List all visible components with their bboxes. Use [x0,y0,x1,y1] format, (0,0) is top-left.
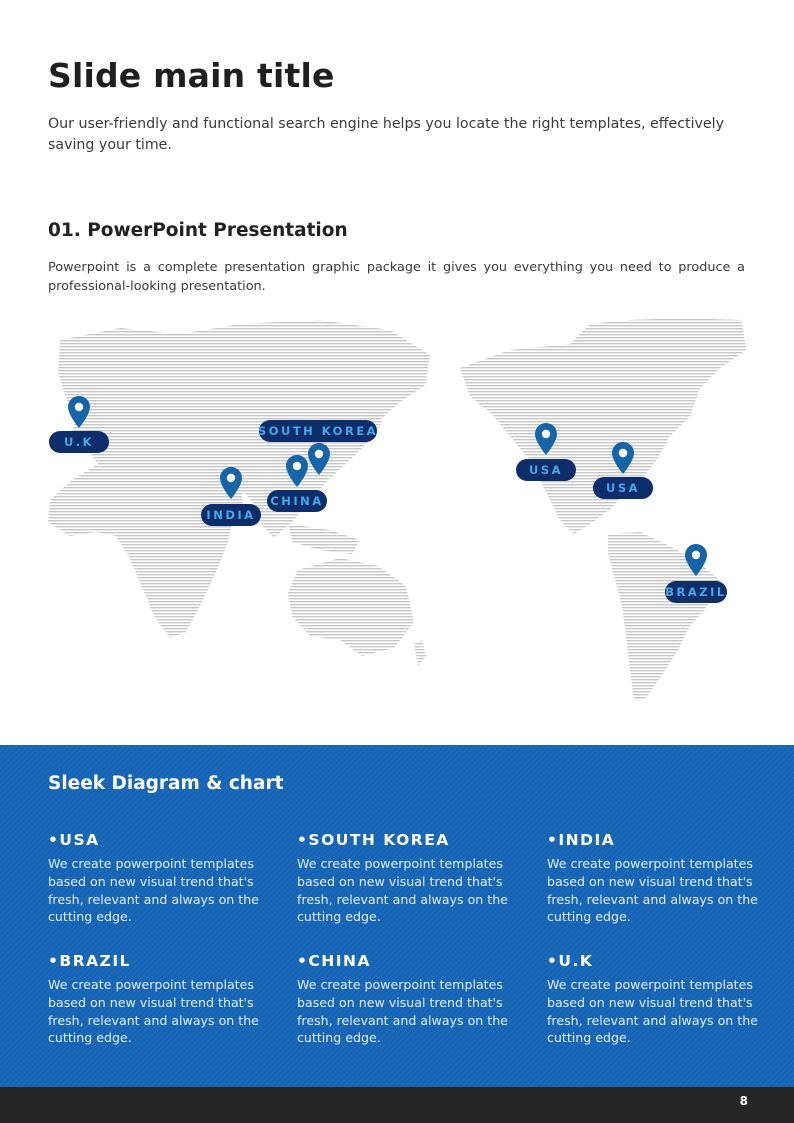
map-pin-icon[interactable] [685,544,707,576]
country-name: •U.K [547,952,594,970]
country-name: •USA [48,831,100,849]
section-text: Powerpoint is a complete presentation graphic package it gives you everything you need to produce a professional-looking presentation. [48,260,745,294]
country-description: We create powerpoint templates based on new visual trend that's fresh, relevant and always on the cutting edge. [48,856,259,925]
map-label-south-korea[interactable]: SOUTH KOREA [259,420,377,442]
page-number: 8 [739,1094,748,1108]
country-description: We create powerpoint templates based on new visual trend that's fresh, relevant and always on the cutting edge. [547,856,758,925]
map-label-india[interactable]: INDIA [201,504,261,526]
map-label-china[interactable]: CHINA [267,490,327,512]
country-card-china [297,952,512,1047]
map-label-usa-west[interactable]: USA [516,459,576,481]
country-description: We create powerpoint templates based on new visual trend that's fresh, relevant and always on the cutting edge. [297,977,508,1046]
country-name: •BRAZIL [48,952,132,970]
country-name: •CHINA [297,952,371,970]
country-description: We create powerpoint templates based on new visual trend that's fresh, relevant and always on the cutting edge. [547,977,758,1046]
world-map-graphic [30,310,760,710]
map-label-usa-east[interactable]: USA [593,477,653,499]
land-masses [48,318,746,700]
intro-text: Our user-friendly and functional search engine helps you locate the right templates, effectively saving your time. [48,116,724,153]
country-name: •INDIA [547,831,616,849]
world-map [30,310,760,710]
map-label-brazil[interactable]: BRAZIL [665,581,727,603]
country-name: •SOUTH KOREA [297,831,450,849]
map-pin-icon[interactable] [612,442,634,474]
map-pin-icon[interactable] [535,423,557,455]
countries-panel [0,745,794,1087]
map-pin-icon[interactable] [286,455,308,487]
map-label-uk[interactable]: U.K [49,431,109,453]
country-card-india [547,831,762,926]
page-title: Slide main title [48,56,335,95]
country-description: We create powerpoint templates based on new visual trend that's fresh, relevant and always on the cutting edge. [297,856,508,925]
country-card-usa [48,831,263,926]
country-card-south-korea [297,831,512,926]
country-description: We create powerpoint templates based on new visual trend that's fresh, relevant and always on the cutting edge. [48,977,259,1046]
panel-title: Sleek Diagram & chart [48,773,284,794]
section-title: 01. PowerPoint Presentation [48,220,348,241]
map-pin-icon[interactable] [220,467,242,499]
map-pin-icon[interactable] [68,396,90,428]
country-card-brazil [48,952,263,1047]
footer-bar [0,1087,794,1123]
country-card-uk [547,952,762,1047]
map-pin-icon[interactable] [308,443,330,475]
